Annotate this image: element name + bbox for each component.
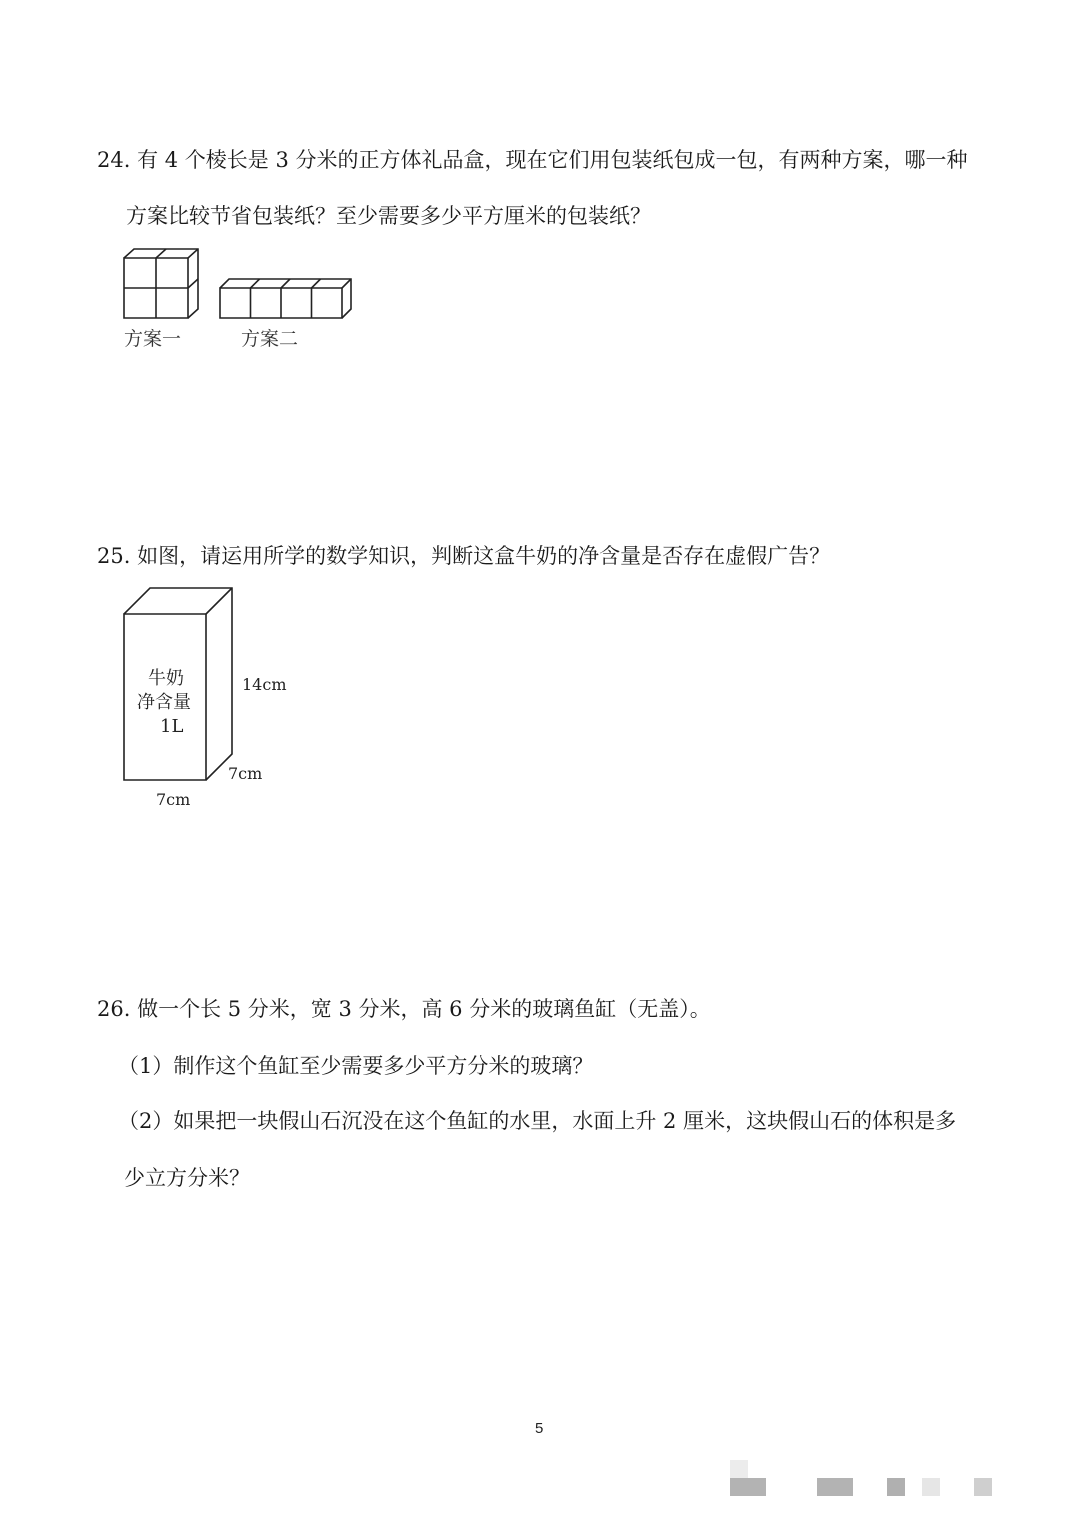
watermark-block xyxy=(730,1478,766,1496)
width-label: 7cm xyxy=(156,790,191,809)
height-label: 14cm xyxy=(242,675,287,694)
option2-label: 方案二 xyxy=(241,328,299,350)
watermark-block xyxy=(817,1478,853,1496)
q26-sub2-line2: 少立方分米？ xyxy=(124,1166,250,1190)
q26-sub1: （1）制作这个鱼缸至少需要多少平方分米的玻璃？ xyxy=(118,1054,594,1078)
q25-text: 25. 如图，请运用所学的数学知识，判断这盒牛奶的净含量是否存在虚假广告？ xyxy=(97,544,831,568)
milk-box-text-3: 1L xyxy=(160,716,184,737)
depth-label: 7cm xyxy=(228,764,263,783)
q26-sub2-line1: （2）如果把一块假山石沉没在这个鱼缸的水里，水面上升 2 厘米，这块假山石的体积是多 xyxy=(118,1109,957,1133)
watermark-block xyxy=(974,1478,992,1496)
page-number: 5 xyxy=(535,1420,544,1437)
milk-box-text-2: 净含量 xyxy=(137,692,191,713)
watermark-block xyxy=(730,1460,748,1478)
watermark-block xyxy=(922,1478,940,1496)
q24-text-line1: 24. 有 4 个棱长是 3 分米的正方体礼品盒，现在它们用包装纸包成一包，有两种方案，哪一种 xyxy=(97,148,968,172)
option1-label: 方案一 xyxy=(124,328,182,350)
milk-box-text-1: 牛奶 xyxy=(148,668,184,689)
watermark-block xyxy=(887,1478,905,1496)
option1-cube-figure xyxy=(118,246,200,322)
option2-cube-figure xyxy=(216,276,356,322)
q26-text: 26. 做一个长 5 分米，宽 3 分米，高 6 分米的玻璃鱼缸（无盖）。 xyxy=(97,997,711,1021)
q24-text-line2: 方案比较节省包装纸？至少需要多少平方厘米的包装纸？ xyxy=(126,204,651,228)
